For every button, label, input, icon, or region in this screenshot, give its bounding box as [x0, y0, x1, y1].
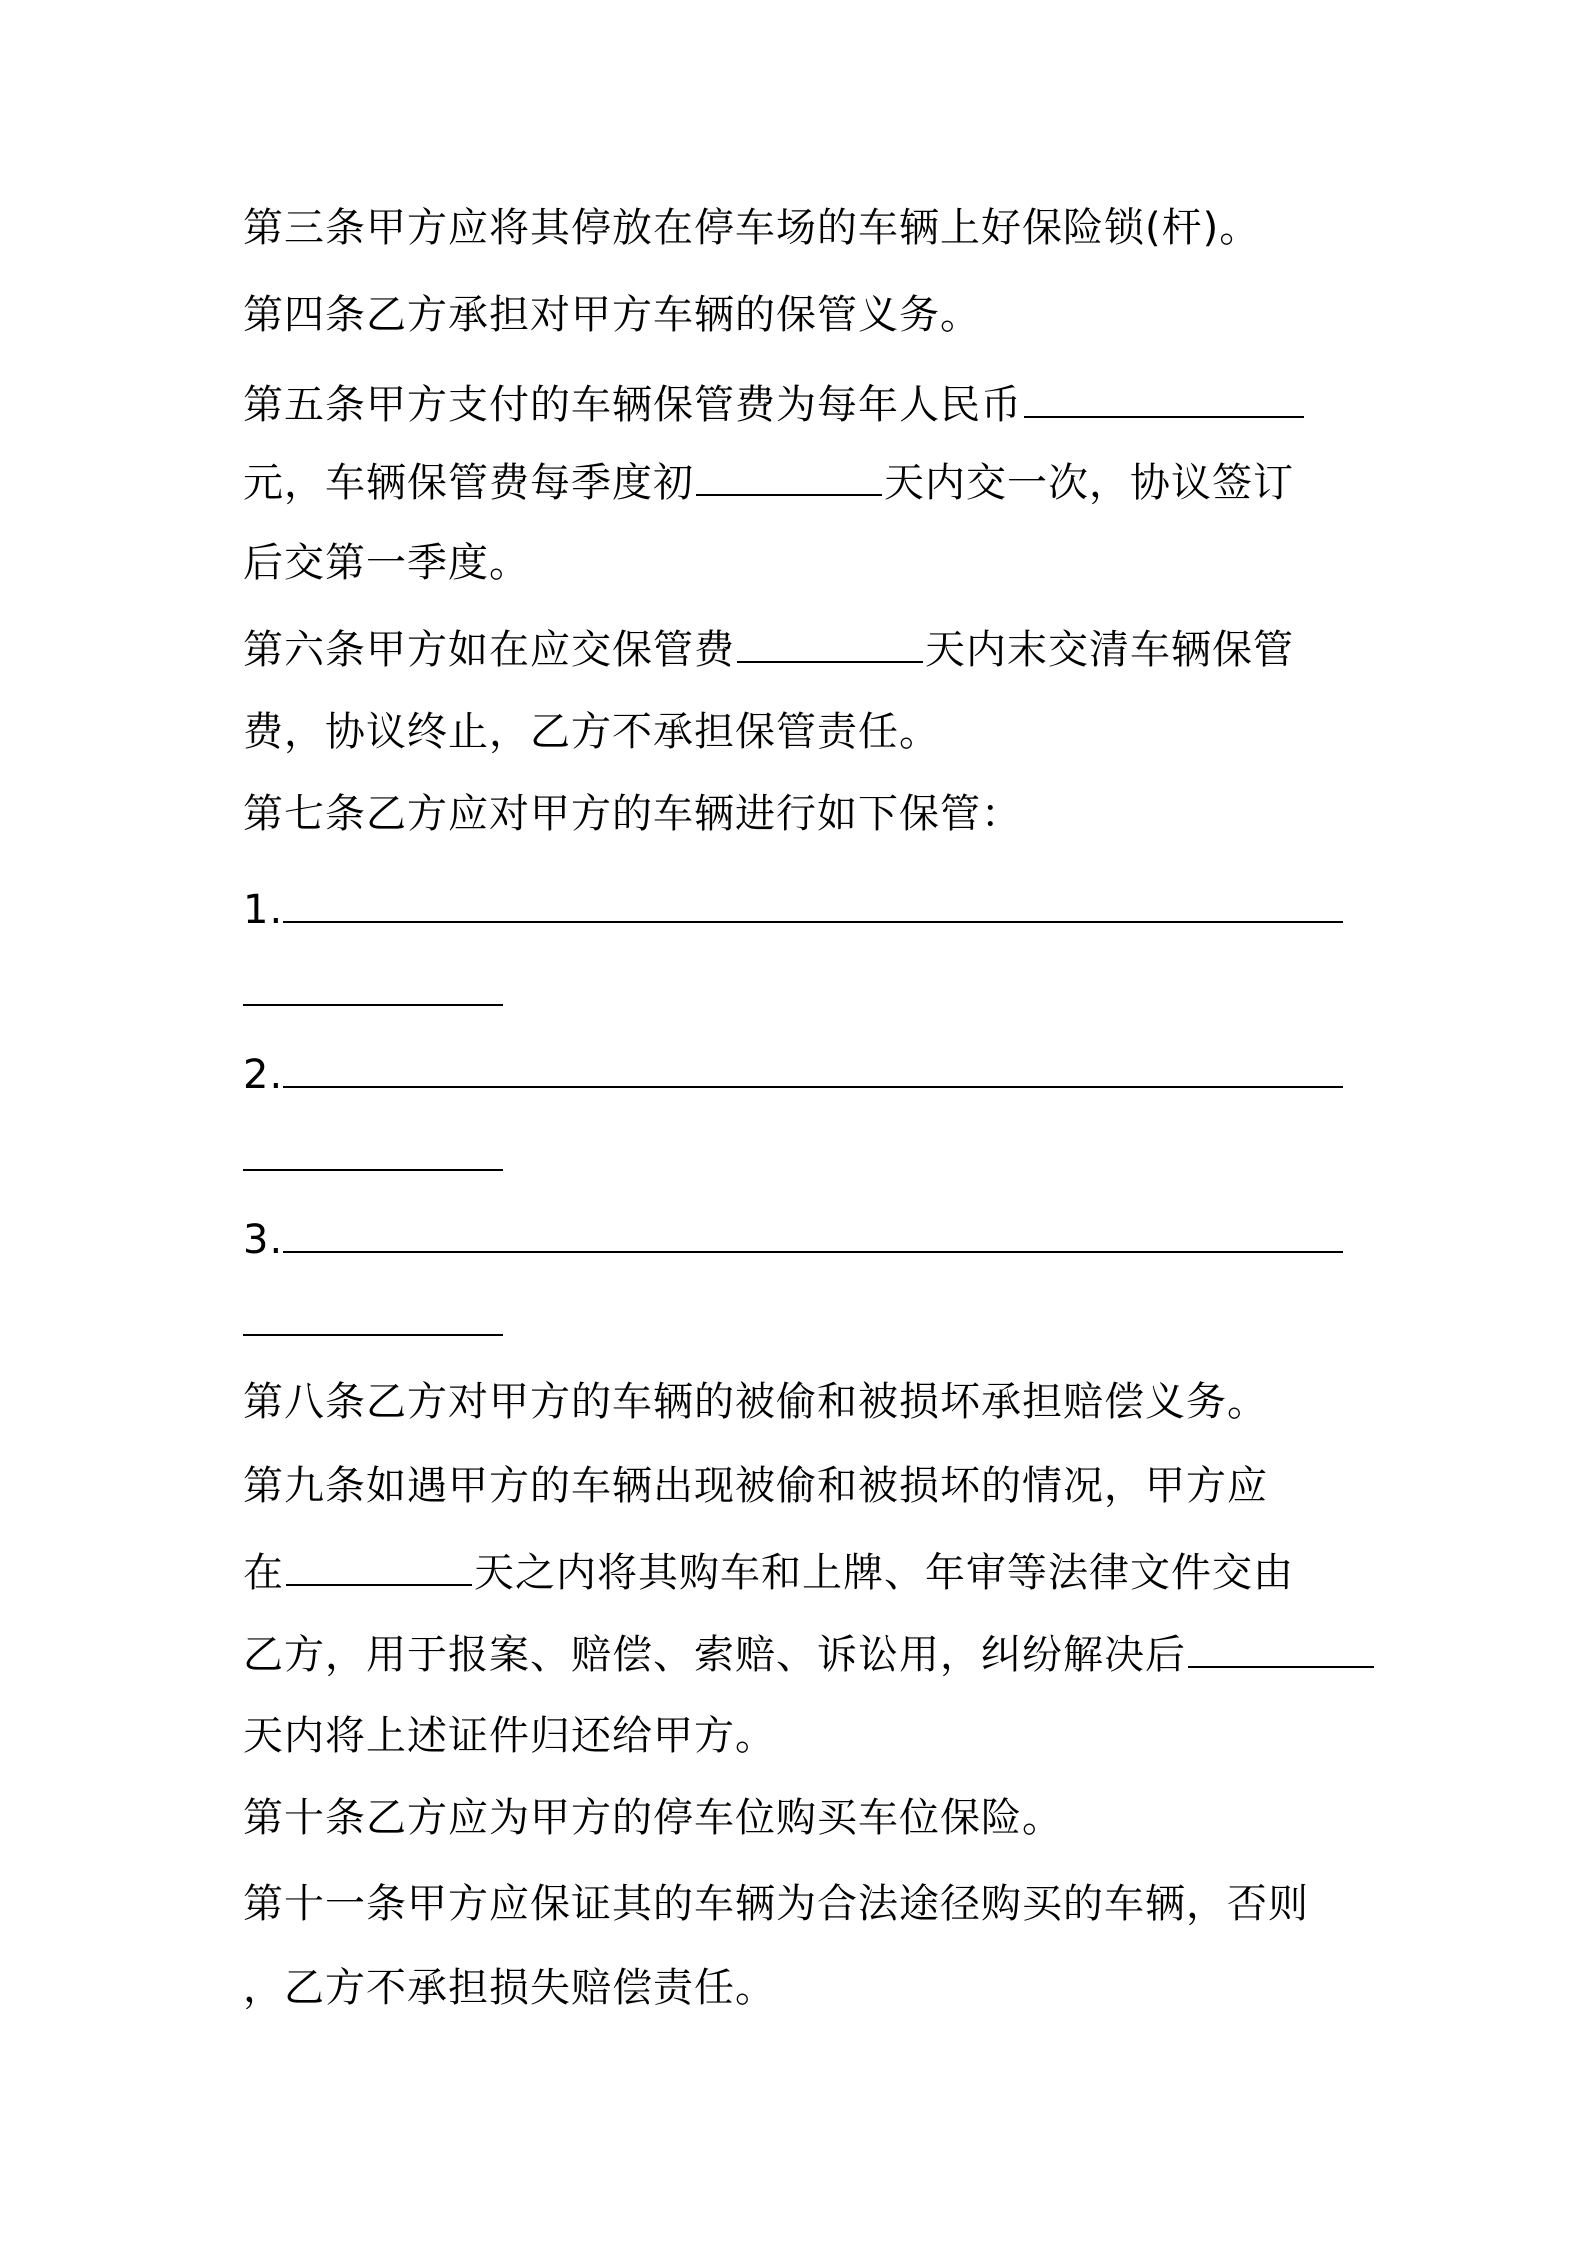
article-11-line-2	[243, 1958, 776, 2018]
document-handover-days-blank	[286, 1540, 472, 1586]
article-5-text-2b: 天内交一次，协议签订	[884, 460, 1294, 506]
list-item-2-blank	[283, 1042, 1343, 1088]
article-9-text-3: 乙方，用于报案、赔偿、索赔、诉讼用，纠纷解决后	[243, 1632, 1186, 1678]
list-item-2-number: 2.	[243, 1052, 284, 1098]
list-item-3	[243, 1207, 1343, 1267]
payment-days-blank	[696, 450, 882, 496]
article-9-line-1	[243, 1456, 1268, 1516]
list-item-2-blank-cont	[243, 1125, 503, 1171]
list-item-3-number: 3.	[243, 1217, 284, 1263]
article-5-text-3: 后交第一季度。	[243, 540, 530, 586]
list-item-3-continuation	[243, 1290, 503, 1350]
article-4-text: 第四条乙方承担对甲方车辆的保管义务。	[243, 292, 981, 338]
list-item-1-blank-cont	[243, 960, 503, 1006]
article-5-line-2	[243, 450, 1294, 510]
list-item-2	[243, 1042, 1343, 1102]
article-9-text-2b: 天之内将其购车和上牌、年审等法律文件交由	[474, 1550, 1294, 1596]
article-7	[243, 784, 1022, 844]
article-8-text: 第八条乙方对甲方的车辆的被偷和被损坏承担赔偿义务。	[243, 1379, 1268, 1425]
article-10	[243, 1788, 1063, 1848]
article-10-text: 第十条乙方应为甲方的停车位购买车位保险。	[243, 1795, 1063, 1841]
article-7-text: 第七条乙方应对甲方的车辆进行如下保管：	[243, 791, 1022, 837]
article-6-text-1a: 第六条甲方如在应交保管费	[243, 627, 735, 673]
article-3-text: 第三条甲方应将其停放在停车场的车辆上好保险锁(杆)。	[243, 205, 1261, 251]
article-9-text-4: 天内将上述证件归还给甲方。	[243, 1713, 776, 1759]
article-9-line-4	[243, 1706, 776, 1766]
article-6-line-2	[243, 702, 940, 762]
article-5-line-1	[243, 372, 1306, 432]
list-item-3-blank-cont	[243, 1290, 503, 1336]
article-3	[243, 198, 1260, 258]
article-6-line-1	[243, 617, 1294, 677]
article-4	[243, 285, 981, 345]
list-item-1-blank	[283, 877, 1343, 923]
list-item-3-blank	[283, 1207, 1343, 1253]
article-9-text-2a: 在	[243, 1550, 284, 1596]
article-5-text-1: 第五条甲方支付的车辆保管费为每年人民币	[243, 382, 1022, 428]
fee-amount-blank	[1024, 372, 1304, 418]
list-item-1-number: 1.	[243, 887, 284, 933]
list-item-1	[243, 877, 1343, 937]
article-9-text-1: 第九条如遇甲方的车辆出现被偷和被损坏的情况，甲方应	[243, 1463, 1268, 1509]
article-6-text-1b: 天内末交清车辆保管	[925, 627, 1294, 673]
overdue-days-blank	[737, 617, 923, 663]
article-5-line-3	[243, 533, 530, 593]
article-5-text-2a: 元，车辆保管费每季度初	[243, 460, 694, 506]
article-11-text-1: 第十一条甲方应保证其的车辆为合法途径购买的车辆，否则	[243, 1881, 1309, 1927]
list-item-2-continuation	[243, 1125, 503, 1185]
article-9-line-3	[243, 1622, 1376, 1682]
article-9-line-2	[243, 1540, 1294, 1600]
list-item-1-continuation	[243, 960, 503, 1020]
article-11-text-2: ，乙方不承担损失赔偿责任。	[243, 1965, 776, 2011]
article-8	[243, 1372, 1268, 1432]
document-return-days-blank	[1188, 1622, 1374, 1668]
article-6-text-2: 费，协议终止，乙方不承担保管责任。	[243, 709, 940, 755]
article-11-line-1	[243, 1874, 1309, 1934]
